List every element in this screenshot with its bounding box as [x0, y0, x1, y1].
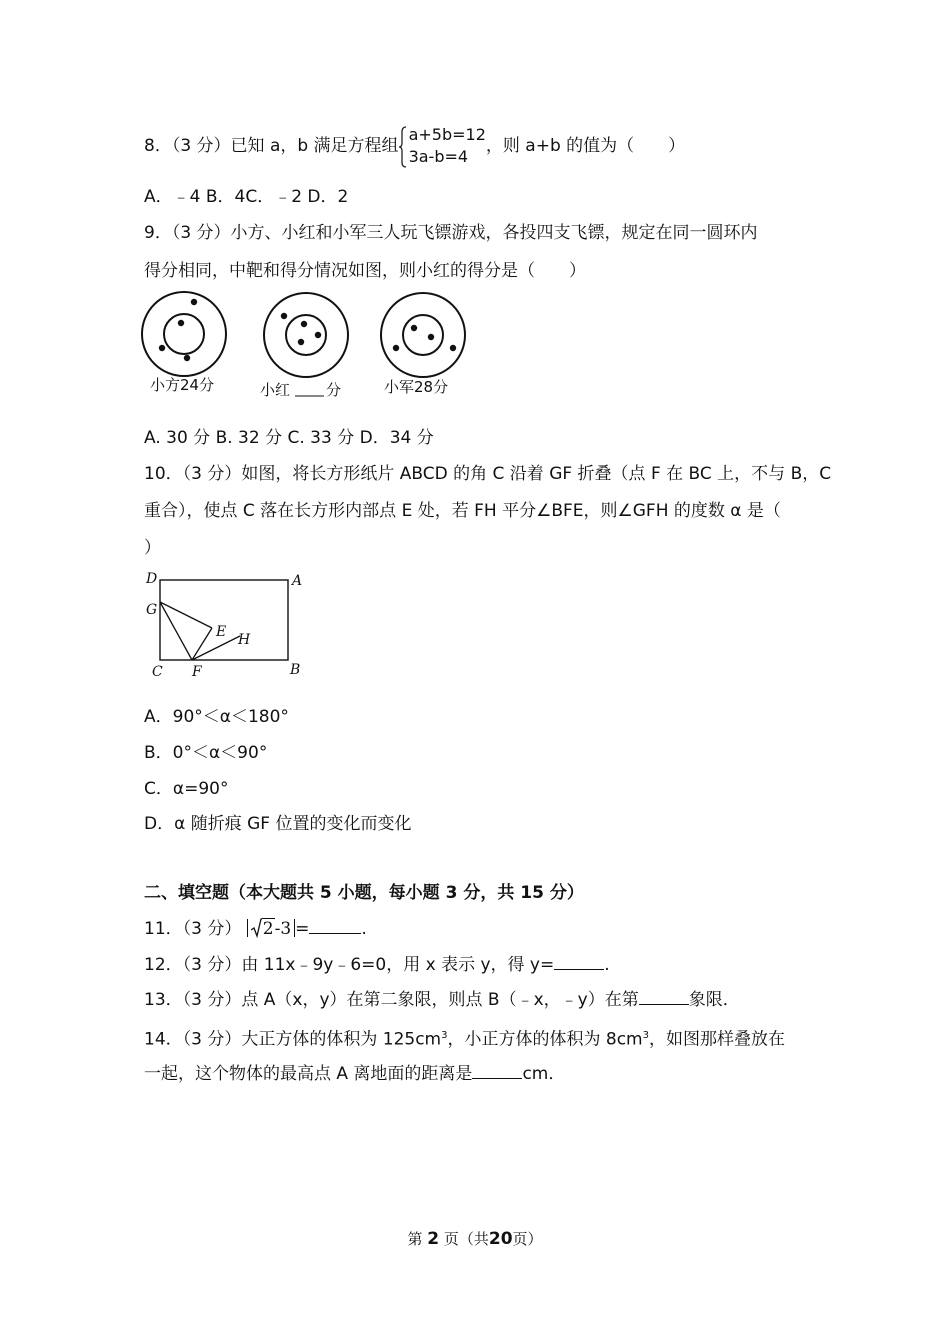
answer-blank [639, 988, 689, 1005]
abs-sqrt-expression [247, 916, 295, 942]
q10-line-1: 10．（3 分）如图，将长方形纸片 ABCD 的角 C 沿着 GF 折叠（点 F 在 BC 上，不与 B，C [144, 464, 832, 484]
label-xiaofang: 小方24分 [150, 376, 215, 394]
label-c: C [152, 664, 163, 680]
q12-end: . [604, 955, 610, 975]
dartboard-xiaofang [142, 292, 226, 376]
superscript-3: 3 [441, 1030, 448, 1041]
q10-option-b: B．0°＜α＜90° [144, 743, 268, 763]
q11-end: . [361, 919, 367, 939]
label-a: A [292, 573, 303, 589]
question-13 [144, 987, 740, 1013]
equation-2: 3a-b=4 [408, 147, 469, 166]
q11-prefix: 11．（3 分） [144, 919, 242, 939]
label-g: G [146, 602, 158, 618]
q8-options: A．﹣4 B．4C．﹣2 D．2 [144, 187, 349, 207]
answer-blank [472, 1062, 522, 1079]
section-2-heading: 二、填空题（本大题共 5 小题，每小题 3 分，共 15 分） [144, 883, 584, 903]
dartboard-xiaohong [264, 293, 348, 377]
q10-line-2: 重合），使点 C 落在长方形内部点 E 处，若 FH 平分∠BFE，则∠GFH 的度数 α 是（ [144, 501, 781, 521]
q10-option-d: D．α 随折痕 GF 位置的变化而变化 [144, 814, 412, 834]
q14-text-e: cm． [522, 1064, 566, 1084]
q13-end: 象限． [688, 990, 740, 1010]
brace-icon [399, 126, 407, 168]
dartboard-xiaojun [381, 293, 465, 377]
footer-pre: 第 [407, 1230, 423, 1248]
q9-line-2: 得分相同，中靶和得分情况如图，则小红的得分是（ ） [144, 261, 586, 281]
q10-option-a: A．90°＜α＜180° [144, 707, 289, 727]
answer-blank [309, 917, 361, 934]
equation-system [399, 124, 486, 168]
page-number: 2 [427, 1229, 440, 1249]
question-14-line-1 [144, 1023, 785, 1053]
total-pages: 20 [488, 1229, 513, 1249]
abs-rest: -3 [274, 919, 292, 939]
question-11 [144, 916, 367, 942]
radicand: 2 [262, 919, 274, 939]
question-8 [144, 124, 685, 168]
q13-text: 13．（3 分）点 A（x，y）在第二象限，则点 B（﹣x，﹣y）在第 [144, 990, 639, 1010]
footer-mid: 页（共 [443, 1230, 489, 1248]
q9-line-1: 9．（3 分）小方、小红和小军三人玩飞镖游戏，各投四支飞镖，规定在同一圆环内 [144, 223, 758, 243]
sqrt-icon [251, 918, 262, 938]
label-h: H [238, 632, 251, 648]
label-b: B [290, 662, 301, 678]
q9-options: A. 30 分 B. 32 分 C. 33 分 D．34 分 [144, 428, 434, 448]
q8-suffix: ，则 a+b 的值为（ ） [485, 136, 686, 156]
q14-text-a: 14．（3 分）大正方体的体积为 125cm [144, 1029, 442, 1050]
q14-text-b: ，小正方体的体积为 8cm [447, 1029, 643, 1050]
q14-text-c: ，如图那样叠放在 [649, 1029, 785, 1050]
label-xiaojun: 小军28分 [384, 378, 449, 396]
q10-line-3: ） [144, 538, 161, 558]
equation-1: a+5b=12 [408, 125, 486, 144]
superscript-3: 3 [642, 1030, 649, 1041]
label-f: F [192, 664, 202, 680]
dartboard-figure [138, 288, 478, 404]
label-d: D [146, 571, 158, 587]
question-12 [144, 952, 610, 978]
q11-equals: = [295, 919, 310, 939]
q8-prefix: 8．（3 分）已知 a，b 满足方程组 [144, 136, 399, 156]
q10-option-c: C．α=90° [144, 779, 229, 799]
rectangle-fold-figure [142, 566, 312, 682]
label-e: E [216, 624, 227, 640]
footer-post: 页） [512, 1230, 543, 1248]
q14-text-d: 一起，这个物体的最高点 A 离地面的距离是 [144, 1064, 473, 1084]
label-xiaohong: 小红 [260, 381, 291, 399]
question-14-line-2 [144, 1061, 565, 1087]
answer-blank [554, 953, 604, 970]
q12-text: 12．（3 分）由 11x﹣9y﹣6=0，用 x 表示 y，得 y= [144, 955, 555, 975]
page-footer [0, 1228, 950, 1249]
label-xiaohong-fen: 分 [326, 381, 342, 399]
